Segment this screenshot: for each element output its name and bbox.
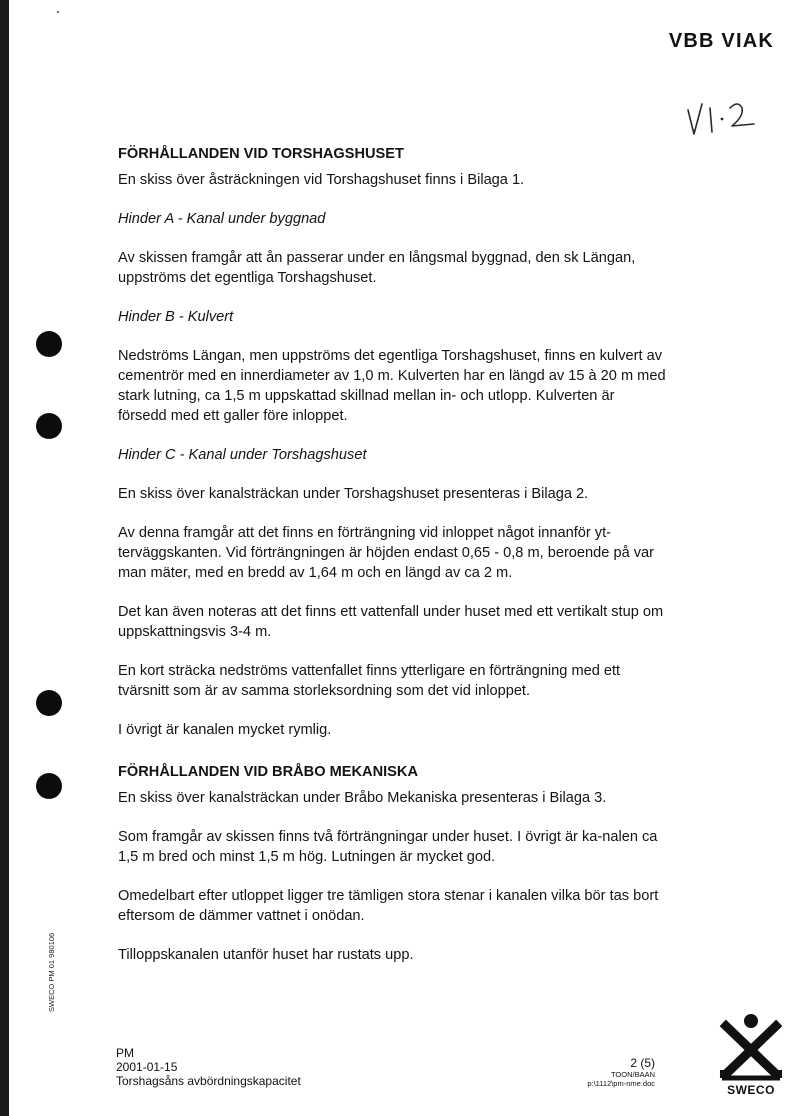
subheading: Hinder B - Kulvert [118, 309, 234, 325]
paragraph: Tilloppskanalen utanför huset har rustats upp. [118, 947, 414, 963]
section-heading: FÖRHÅLLANDEN VID BRÅBO MEKANISKA [118, 764, 418, 780]
side-code: SWECO PM 01 980106 [47, 932, 56, 1012]
paragraph: Av denna framgår att det finns en förträngning vid inloppet något innanför yt-terväggskanten. Vid förträngningen är höjden endast 0,65 - 0,8 m, beroende på var man mäter, med en bredd av 1,64 m och en längd av ca 2 m. [118, 525, 655, 581]
logo-text: SWECO [727, 1083, 775, 1097]
footer-date: 2001-01-15 [116, 1060, 178, 1074]
paragraph: Omedelbart efter utloppet ligger tre tämligen stora stenar i kanalen vilka bör tas bort eftersom de dämmer vattnet i onödan. [118, 888, 659, 924]
header-brand: VBB VIAK [668, 30, 774, 52]
scan-edge [0, 0, 9, 1116]
binder-hole [36, 413, 62, 439]
subheading: Hinder C - Kanal under Torshagshuset [118, 447, 367, 463]
paragraph: En kort sträcka nedströms vattenfallet finns ytterligare en förträngning med ett tvärsnitt som är av samma storleksordning som det vid inloppet. [118, 663, 621, 699]
document-body [118, 144, 666, 984]
paragraph: Det kan även noteras att det finns ett vattenfall under huset med ett vertikalt stup om uppskattningsvis 3-4 m. [118, 604, 664, 640]
binder-hole [36, 331, 62, 357]
binder-hole [36, 690, 62, 716]
scan-speck [57, 11, 59, 13]
section-heading: FÖRHÅLLANDEN VID TORSHAGSHUSET [118, 146, 404, 162]
footer-author: TOON/BAAN [610, 1070, 655, 1079]
footer-title: Torshagsåns avbördningskapacitet [116, 1074, 301, 1088]
paragraph: Som framgår av skissen finns två förträngningar under huset. I övrigt är ka-nalen ca 1,5 m bred och minst 1,5 m hög. Lutningen är mycket god. [118, 829, 658, 865]
footer-doc-type: PM [116, 1046, 134, 1060]
paragraph: Nedströms Längan, men uppströms det egentliga Torshagshuset, finns en kulvert av cementrör med en innerdiameter av 1,0 m. Kulverten har en längd av 15 à 20 m med stark lutning, ca 1,5 m uppskattad skillnad mellan in- och utlopp. Kulverten är försedd med ett galler före inloppet. [118, 348, 666, 424]
footer-file-path: p:\1112\pm-nme.doc [587, 1079, 655, 1088]
handwritten-note [684, 96, 764, 142]
section-intro: En skiss över åsträckningen vid Torshagshuset finns i Bilaga 1. [118, 172, 525, 188]
footer-right [587, 1056, 655, 1088]
paragraph: En skiss över kanalsträckan under Torshagshuset presenteras i Bilaga 2. [118, 486, 589, 502]
paragraph: I övrigt är kanalen mycket rymlig. [118, 722, 332, 738]
section-intro: En skiss över kanalsträckan under Bråbo Mekaniska presenteras i Bilaga 3. [118, 790, 607, 806]
page-number: 2 (5) [630, 1056, 655, 1070]
binder-hole [36, 773, 62, 799]
footer-left [116, 1046, 301, 1088]
paragraph: Av skissen framgår att ån passerar under en långsmal byggnad, den sk Längan, uppströms det egentliga Torshagshuset. [118, 250, 636, 286]
subheading: Hinder A - Kanal under byggnad [118, 211, 326, 227]
